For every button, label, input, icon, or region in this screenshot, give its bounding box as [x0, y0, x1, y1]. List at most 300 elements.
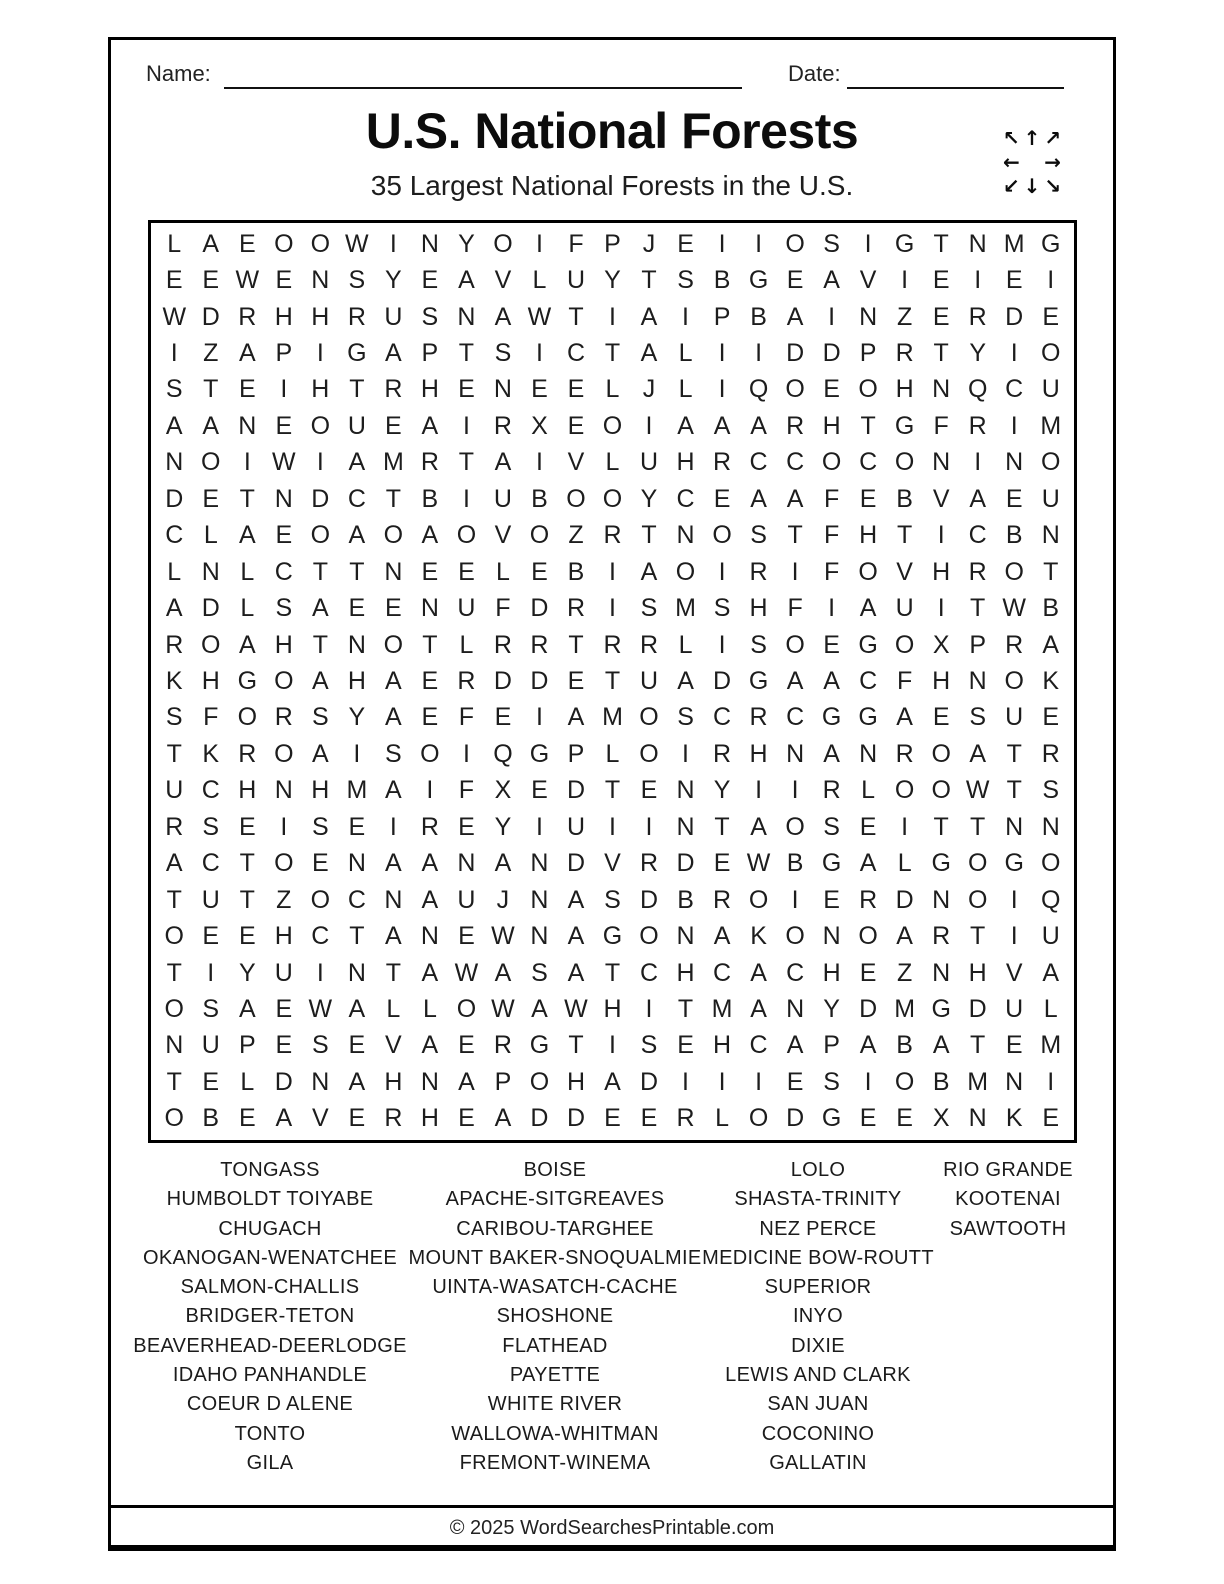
grid-cell: E	[786, 266, 804, 295]
grid-cell: E	[604, 1104, 621, 1133]
word-column	[110, 1156, 430, 1478]
word-list-item: KOOTENAI	[955, 1188, 1061, 1211]
grid-cell: A	[494, 1104, 512, 1133]
grid-cell: O	[456, 521, 477, 550]
grid-cell: L	[495, 557, 510, 586]
word-list-item: INYO	[792, 1305, 844, 1328]
grid-cell: A	[238, 339, 256, 368]
grid-cell: E	[932, 266, 950, 295]
grid-cell: E	[202, 1067, 220, 1096]
grid-cell: N	[420, 229, 439, 258]
grid-cell: V	[932, 484, 950, 513]
grid-cell: R	[493, 630, 512, 659]
grid-cell: N	[165, 1031, 184, 1060]
grid-cell: I	[1010, 885, 1018, 914]
grid-cell: E	[348, 1031, 366, 1060]
grid-cell: H	[676, 448, 695, 477]
grid-cell: I	[718, 557, 726, 586]
grid-cell: O	[639, 703, 659, 732]
word-list-item: CARIBOU-TARGHEE	[456, 1217, 654, 1240]
grid-cell: A	[896, 703, 913, 732]
grid-cell: E	[896, 1104, 913, 1133]
grid-cell: N	[274, 484, 293, 513]
grid-cell: T	[604, 666, 621, 695]
grid-cell: H	[566, 1067, 585, 1096]
grid-cell: T	[714, 812, 730, 841]
grid-cell: O	[1004, 557, 1024, 586]
grid-cell: N	[1041, 521, 1060, 550]
grid-cell: L	[203, 521, 218, 550]
grid-cell: S	[165, 703, 183, 732]
grid-cell: E	[311, 849, 329, 878]
grid-cell: F	[203, 703, 219, 732]
grid-cell: G	[821, 849, 842, 878]
grid-cell: N	[1005, 448, 1024, 477]
grid-cell: A	[750, 812, 767, 841]
grid-cell: H	[932, 557, 951, 586]
grid-cell: S	[385, 739, 402, 768]
grid-cell: X	[494, 776, 512, 805]
grid-cell: H	[932, 666, 951, 695]
grid-cell: D	[895, 885, 914, 914]
arrow-glyph: →	[1044, 150, 1062, 174]
word-list-item: RIO GRANDE	[943, 1159, 1073, 1181]
grid-cell: O	[274, 849, 294, 878]
grid-cell: A	[786, 666, 804, 695]
grid-cell: E	[713, 849, 731, 878]
word-list-item: BEAVERHEAD-DEERLODGE	[133, 1334, 407, 1357]
grid-cell: A	[859, 849, 877, 878]
grid-cell: G	[237, 666, 258, 695]
grid-cell: P	[421, 339, 439, 368]
grid-cell: E	[421, 703, 439, 732]
grid-cell: G	[529, 1031, 550, 1060]
grid-cell: R	[603, 630, 622, 659]
grid-cell: I	[682, 1067, 689, 1096]
grid-cell: G	[894, 411, 915, 440]
grid-cell: R	[895, 739, 914, 768]
grid-cell: O	[310, 411, 331, 440]
grid-cell: C	[201, 849, 220, 878]
grid-cell: O	[383, 630, 404, 659]
grid-cell: O	[310, 885, 331, 914]
grid-cell: T	[933, 229, 949, 258]
grid-cell: I	[645, 411, 653, 440]
grid-cell: O	[639, 922, 659, 951]
grid-cell: H	[968, 958, 987, 987]
grid-cell: I	[535, 229, 543, 258]
grid-cell: L	[605, 739, 620, 768]
grid-cell: F	[495, 594, 511, 623]
grid-cell: A	[348, 521, 366, 550]
grid-cell: A	[494, 302, 512, 331]
grid-cell: I	[1010, 339, 1018, 368]
grid-cell: H	[274, 302, 293, 331]
grid-cell: T	[239, 484, 255, 513]
grid-cell: I	[609, 594, 616, 623]
grid-cell: S	[1042, 776, 1060, 805]
grid-cell: S	[311, 1031, 329, 1060]
grid-cell: I	[718, 339, 726, 368]
word-list-item: WHITE RIVER	[487, 1393, 623, 1416]
grid-cell: C	[786, 958, 805, 987]
grid-cell: R	[968, 302, 987, 331]
grid-cell: R	[493, 411, 512, 440]
grid-cell: B	[896, 484, 913, 513]
footer-divider	[111, 1505, 1113, 1508]
grid-cell: K	[165, 666, 183, 695]
word-list-item: LEWIS AND CLARK	[725, 1364, 911, 1387]
grid-cell: L	[605, 375, 620, 404]
grid-cell: H	[713, 1031, 732, 1060]
grid-cell: O	[894, 776, 915, 805]
grid-cell: P	[567, 739, 585, 768]
grid-cell: R	[420, 448, 439, 477]
grid-cell: G	[1041, 229, 1061, 258]
grid-cell: N	[238, 411, 257, 440]
grid-cell: I	[791, 557, 799, 586]
grid-cell: E	[202, 484, 220, 513]
grid-cell: M	[894, 994, 916, 1023]
grid-cell: I	[353, 739, 361, 768]
grid-cell: A	[385, 849, 402, 878]
grid-cell: N	[859, 739, 878, 768]
grid-cell: N	[932, 885, 951, 914]
grid-cell: R	[165, 812, 184, 841]
grid-cell: S	[823, 229, 840, 258]
grid-cell: S	[750, 630, 767, 659]
grid-cell: I	[645, 812, 653, 841]
grid-cell: S	[531, 958, 548, 987]
grid-cell: F	[823, 484, 840, 513]
grid-cell: E	[823, 885, 840, 914]
grid-cell: C	[786, 703, 805, 732]
word-list-item: SHASTA-TRINITY	[734, 1188, 902, 1211]
grid-cell: D	[786, 339, 805, 368]
grid-cell: A	[567, 922, 585, 951]
grid-cell: W	[527, 302, 552, 331]
grid-cell: C	[566, 339, 585, 368]
grid-cell: A	[786, 1031, 804, 1060]
grid-cell: U	[1005, 994, 1024, 1023]
word-list-item: BRIDGER-TETON	[185, 1305, 355, 1328]
grid-cell: R	[238, 739, 257, 768]
grid-cell: K	[750, 922, 767, 951]
word-list-item: COCONINO	[761, 1422, 875, 1445]
grid-cell: R	[384, 1104, 403, 1133]
grid-cell: C	[311, 922, 330, 951]
grid-cell: A	[604, 1067, 621, 1096]
grid-cell: V	[494, 266, 512, 295]
word-list-item: DIXIE	[791, 1334, 845, 1357]
grid-cell: A	[421, 885, 439, 914]
grid-cell: O	[274, 666, 294, 695]
grid-cell: N	[311, 1067, 330, 1096]
grid-cell: A	[786, 484, 804, 513]
grid-cell: Y	[604, 266, 621, 295]
grid-cell: O	[164, 994, 184, 1023]
grid-cell: C	[859, 666, 878, 695]
word-list-item: SUPERIOR	[764, 1276, 872, 1299]
grid-cell: L	[240, 1067, 255, 1096]
grid-cell: U	[1041, 922, 1060, 951]
grid-cell: A	[1042, 630, 1060, 659]
grid-cell: E	[238, 375, 256, 404]
grid-cell: O	[420, 739, 440, 768]
grid-cell: A	[165, 594, 183, 623]
grid-cell: D	[201, 302, 220, 331]
grid-cell: H	[603, 994, 622, 1023]
grid-cell: O	[310, 229, 331, 258]
grid-cell: N	[420, 594, 439, 623]
grid-cell: E	[567, 666, 585, 695]
grid-cell: A	[823, 666, 840, 695]
grid-cell: G	[602, 922, 623, 951]
grid-cell: R	[420, 812, 439, 841]
grid-cell: T	[787, 521, 803, 550]
grid-cell: B	[1042, 594, 1060, 623]
grid-cell: R	[713, 448, 732, 477]
grid-cell: W	[235, 266, 260, 295]
grid-cell: K	[202, 739, 220, 768]
word-list-item: BOISE	[523, 1159, 587, 1181]
grid-cell: T	[641, 521, 657, 550]
grid-cell: O	[237, 703, 258, 732]
grid-cell: I	[316, 339, 324, 368]
grid-cell: S	[348, 266, 366, 295]
grid-cell: O	[748, 1104, 769, 1133]
grid-cell: W	[746, 849, 771, 878]
grid-cell: L	[678, 375, 693, 404]
grid-cell: A	[238, 994, 256, 1023]
grid-cell: I	[974, 448, 982, 477]
grid-cell: F	[933, 411, 949, 440]
grid-cell: R	[859, 885, 878, 914]
word-list-item: TONTO	[234, 1422, 306, 1445]
grid-cell: O	[201, 448, 221, 477]
grid-cell: D	[530, 1104, 549, 1133]
grid-cell: U	[566, 812, 585, 841]
grid-cell: R	[676, 1104, 695, 1133]
grid-cell: Z	[568, 521, 584, 550]
grid-cell: T	[458, 448, 475, 477]
grid-cell: T	[349, 557, 365, 586]
grid-cell: C	[347, 484, 366, 513]
grid-cell: L	[386, 994, 401, 1023]
grid-cell: A	[677, 411, 694, 440]
grid-cell: L	[1043, 994, 1058, 1023]
grid-cell: A	[823, 266, 840, 295]
grid-cell: V	[1005, 958, 1023, 987]
grid-cell: E	[677, 1031, 694, 1060]
grid-cell: A	[385, 666, 402, 695]
page-title: U.S. National Forests	[365, 103, 859, 159]
grid-cell: A	[311, 666, 329, 695]
grid-cell: R	[713, 885, 732, 914]
grid-cell: A	[859, 1031, 877, 1060]
grid-cell: A	[750, 411, 767, 440]
grid-cell: E	[859, 958, 877, 987]
grid-cell: D	[786, 1104, 805, 1133]
grid-cell: S	[823, 812, 840, 841]
grid-cell: N	[165, 448, 184, 477]
grid-cell: E	[531, 557, 548, 586]
grid-cell: S	[969, 703, 987, 732]
grid-cell: Y	[969, 339, 987, 368]
grid-cell: O	[1004, 666, 1024, 695]
grid-cell: A	[348, 994, 366, 1023]
grid-cell: S	[275, 594, 293, 623]
grid-cell: E	[677, 229, 694, 258]
grid-cell: C	[749, 1031, 768, 1060]
grid-cell: A	[969, 739, 987, 768]
grid-cell: D	[639, 1067, 659, 1096]
grid-cell: E	[348, 812, 366, 841]
grid-cell: I	[535, 339, 543, 368]
grid-cell: N	[457, 302, 476, 331]
grid-cell: N	[676, 922, 695, 951]
grid-cell: N	[676, 812, 695, 841]
grid-cell: Y	[238, 958, 256, 987]
grid-cell: R	[457, 666, 476, 695]
grid-cell: E	[859, 1104, 877, 1133]
grid-cell: F	[823, 557, 840, 586]
grid-cell: A	[458, 266, 475, 295]
grid-cell: R	[786, 411, 805, 440]
grid-cell: W	[345, 229, 369, 258]
grid-cell: A	[311, 739, 329, 768]
grid-cell: I	[718, 229, 726, 258]
grid-cell: I	[1010, 411, 1018, 440]
grid-cell: O	[383, 521, 404, 550]
grid-cell: N	[457, 849, 476, 878]
grid-cell: T	[933, 812, 949, 841]
grid-cell: I	[682, 302, 689, 331]
grid-cell: H	[676, 958, 695, 987]
grid-cell: I	[535, 812, 543, 841]
grid-cell: U	[201, 885, 220, 914]
grid-cell: G	[821, 703, 842, 732]
grid-cell: E	[859, 484, 877, 513]
grid-cell: A	[786, 302, 804, 331]
grid-cell: A	[567, 885, 585, 914]
grid-cell: P	[969, 630, 987, 659]
grid-cell: D	[566, 776, 585, 805]
grid-cell: O	[785, 812, 805, 841]
grid-cell: O	[201, 630, 221, 659]
grid-cell: O	[274, 229, 294, 258]
grid-cell: E	[165, 266, 183, 295]
grid-cell: A	[385, 339, 402, 368]
grid-cell: E	[1005, 1031, 1023, 1060]
grid-cell: G	[1004, 849, 1024, 878]
grid-cell: A	[750, 994, 767, 1023]
grid-cell: G	[931, 994, 951, 1023]
grid-cell: T	[1043, 557, 1059, 586]
grid-cell: I	[974, 266, 982, 295]
grid-cell: E	[458, 375, 475, 404]
grid-cell: T	[677, 994, 694, 1023]
grid-cell: H	[311, 302, 330, 331]
grid-cell: E	[932, 703, 950, 732]
word-list-item: UINTA-WASATCH-CACHE	[432, 1276, 678, 1299]
grid-cell: U	[1041, 484, 1060, 513]
grid-cell: A	[494, 849, 512, 878]
grid-cell: Y	[458, 229, 475, 258]
grid-cell: F	[897, 666, 913, 695]
grid-cell: S	[202, 812, 220, 841]
grid-cell: B	[932, 1067, 950, 1096]
grid-cell: M	[1040, 411, 1062, 440]
grid-cell: N	[786, 739, 805, 768]
grid-cell: N	[859, 302, 878, 331]
grid-cell: D	[639, 885, 659, 914]
grid-cell: N	[1005, 1067, 1024, 1096]
grid-cell: I	[316, 448, 324, 477]
grid-cell: M	[602, 703, 623, 732]
grid-cell: I	[535, 448, 543, 477]
grid-cell: A	[421, 849, 439, 878]
grid-cell: A	[165, 411, 183, 440]
grid-cell: O	[894, 1067, 915, 1096]
grid-cell: M	[1003, 229, 1025, 258]
grid-cell: I	[901, 266, 909, 295]
grid-cell: S	[494, 339, 512, 368]
grid-cell: G	[858, 703, 878, 732]
grid-cell: O	[456, 994, 477, 1023]
grid-cell: Q	[748, 375, 769, 404]
grid-cell: C	[201, 776, 220, 805]
grid-cell: D	[165, 484, 184, 513]
word-list-item: PAYETTE	[509, 1364, 601, 1387]
grid-cell: N	[676, 776, 695, 805]
grid-cell: R	[895, 339, 914, 368]
grid-cell: T	[166, 1067, 182, 1096]
grid-cell: A	[932, 1031, 950, 1060]
grid-cell: V	[567, 448, 585, 477]
grid-cell: S	[750, 521, 767, 550]
grid-cell: V	[385, 1031, 402, 1060]
grid-cell: Y	[640, 484, 658, 513]
grid-cell: E	[421, 557, 439, 586]
grid-cell: E	[567, 411, 585, 440]
grid-cell: T	[166, 885, 182, 914]
date-blank-line	[847, 87, 1064, 89]
grid-cell: A	[567, 703, 585, 732]
word-list-item: APACHE-SITGREAVES	[445, 1188, 665, 1211]
grid-cell: A	[421, 1031, 439, 1060]
grid-cell: T	[1006, 776, 1022, 805]
grid-cell: U	[639, 448, 659, 477]
grid-cell: D	[968, 994, 987, 1023]
grid-cell: D	[566, 849, 585, 878]
word-list-item: TONGASS	[220, 1159, 320, 1181]
grid-cell: H	[238, 776, 257, 805]
grid-cell: T	[203, 375, 219, 404]
grid-cell: I	[1010, 922, 1018, 951]
word-list-item: SAN JUAN	[767, 1393, 869, 1416]
grid-cell: L	[897, 849, 912, 878]
grid-cell: C	[786, 448, 805, 477]
all-directions-arrows-icon	[1001, 126, 1063, 198]
grid-cell: U	[639, 666, 659, 695]
grid-cell: Z	[276, 885, 292, 914]
grid-cell: I	[864, 229, 872, 258]
grid-cell: R	[639, 849, 659, 878]
grid-cell: O	[785, 630, 805, 659]
grid-cell: E	[823, 630, 840, 659]
grid-cell: A	[640, 302, 658, 331]
